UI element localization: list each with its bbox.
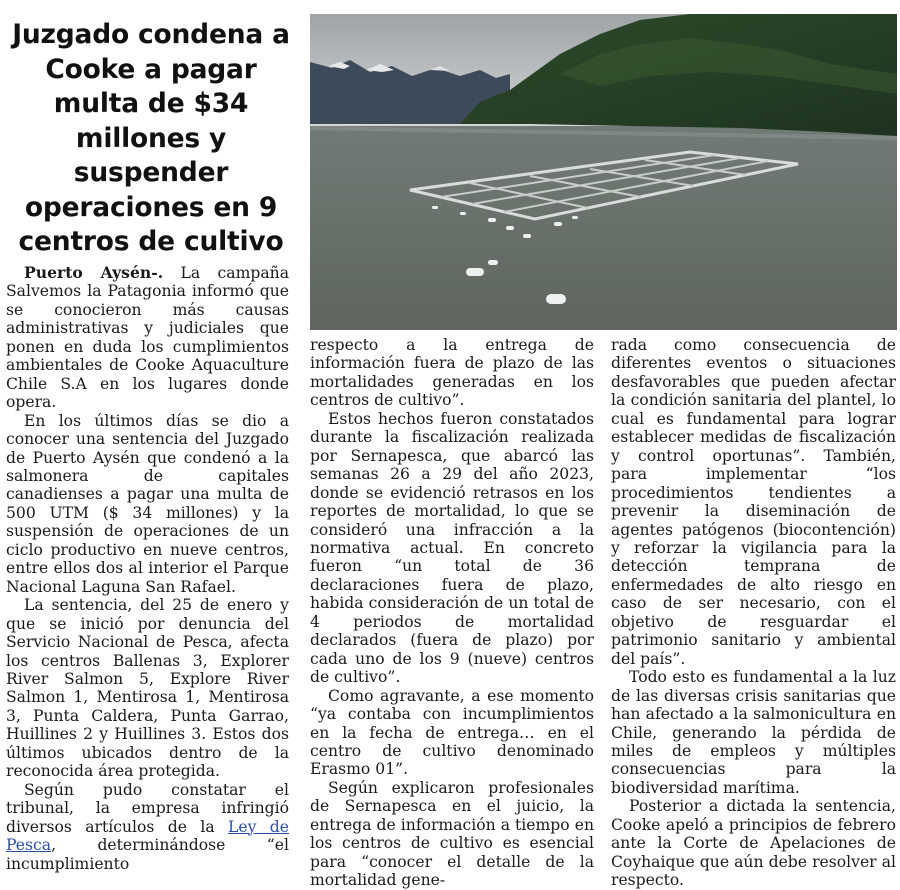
paragraph: rada como consecuencia de diferentes eventos o situaciones desfavorables que pueden afectar la condición sanitaria del plantel, lo cual es fundamental para lograr establecer medidas de fiscalización y control oportunas”. También, para implementar “los procedimientos tendientes a prevenir la diseminación de agentes patógenos (biocontención) y reforzar la vigilancia para la detección temprana de enfermedades de alto riesgo en caso de ser necesario, con el objetivo de resguardar el patrimonio sanitario y ambiental del país”.	[611, 336, 896, 668]
paragraph: respecto a la entrega de información fuera de plazo de las mortalidades generadas en los centros de cultivo”.	[310, 336, 594, 410]
headline: Juzgado condena a Cooke a pagar multa de $34 millones y suspender operaciones en 9 centros de cultivo	[12, 19, 290, 257]
paragraph: Posterior a dictada la sentencia, Cooke apeló a principios de febrero ante la Corte de Apelaciones de Coyhaique que aún debe resolver al respecto.	[611, 797, 896, 890]
article-column-2	[310, 336, 594, 890]
article-column-3	[611, 336, 896, 890]
paragraph-text: La campaña Salvemos la Patagonia informó que se conocieron más causas administrativas y judiciales que ponen en duda los cumplimientos ambientales de Cooke Aquaculture Chile S.A en los lugares donde opera.	[6, 264, 289, 412]
salmon-farm-fjord-photo	[310, 14, 897, 330]
paragraph-text: Según pudo constatar el tribunal, la empresa infringió diversos artículos de la	[6, 780, 289, 836]
paragraph: Estos hechos fueron constatados durante la fiscalización realizada por Sernapesca, que abarcó las semanas 26 a 29 del año 2023, donde se evidenció retrasos en los reportes de mortalidad, lo que se consideró una infracción a la normativa actual. En concreto fueron “un total de 36 declaraciones fuera de plazo, habida consideración de un total de 4 periodos de mortalidad declarados (fuera de plazo) por cada uno de los 9 (nueve) centros de cultivo”.	[310, 409, 594, 687]
paragraph: Según explicaron profesionales de Sernapesca en el juicio, la entrega de información a tiempo en los centros de cultivo es esencial para “conocer el detalle de la mortalidad gene-	[310, 778, 594, 890]
paragraph-text: , determinándose “el incumplimiento	[6, 836, 289, 873]
paragraph: La sentencia, del 25 de enero y que se inició por denuncia del Servicio Nacional de Pesca, afecta los centros Ballenas 3, Explorer River Salmon 5, Explore River Salmon 1, Mentirosa 1, Mentirosa 3, Punta Caldera, Punta Garrao, Huillines 2 y Huillines 3. Estos dos últimos ubicados dentro de la reconocida área protegida.	[6, 596, 289, 781]
paragraph: Todo esto es fundamental a la luz de las diversas crisis sanitarias que han afectado a la salmonicultura en Chile, generando la pérdida de miles de empleos y múltiples consecuencias para la biodiversidad marítima.	[611, 668, 896, 797]
paragraph	[6, 264, 289, 412]
dateline: Puerto Aysén-.	[24, 263, 164, 282]
ley-de-pesca-link[interactable]: Ley de Pesca	[6, 817, 289, 855]
paragraph	[6, 781, 289, 873]
photo-illustration	[310, 14, 897, 330]
paragraph: En los últimos días se dio a conocer una sentencia del Juzgado de Puerto Aysén que condenó a la salmonera de capitales canadienses a pagar una multa de 500 UTM ($ 34 millones) y la suspensión de operaciones de un ciclo productivo en nueve centros, entre ellos dos al interior el Parque Nacional Laguna San Rafael.	[6, 411, 289, 596]
paragraph: Como agravante, a ese momento “ya contaba con incumplimientos en la fecha de entrega… en el centro de cultivo denominado Erasmo 01”.	[310, 686, 594, 779]
article-column-1	[6, 264, 289, 873]
